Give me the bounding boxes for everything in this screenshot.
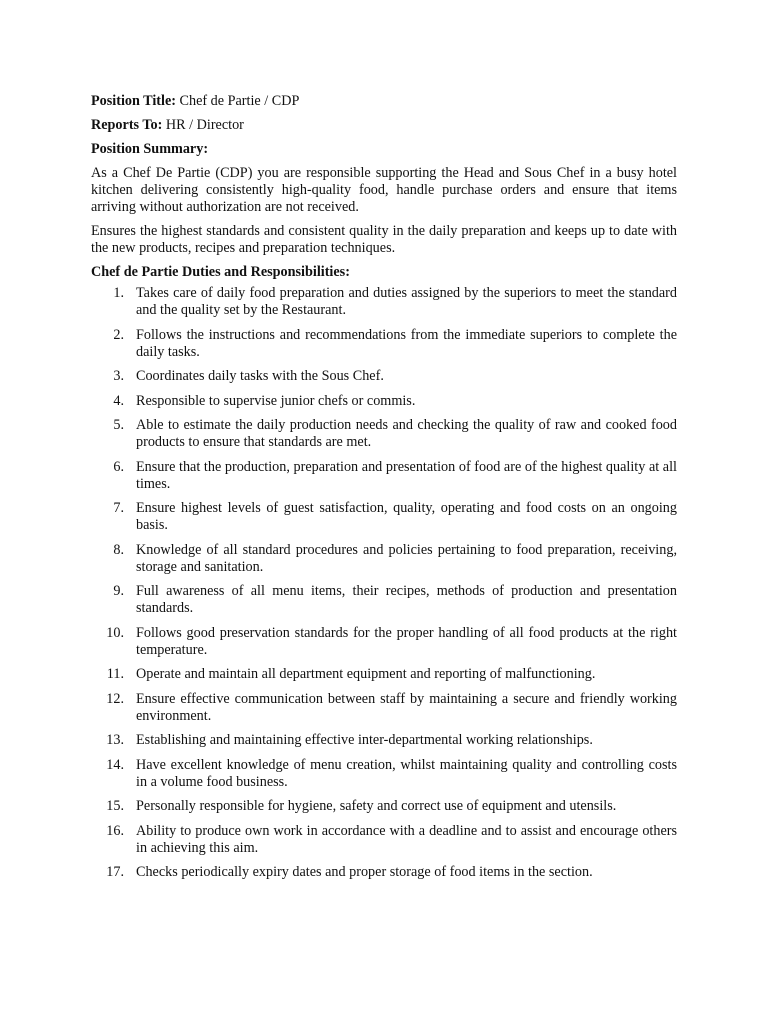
duty-text: Operate and maintain all department equipment and reporting of malfunctioning. [136,666,596,682]
duty-text: Takes care of daily food preparation and duties assigned by the superiors to meet the standard and the quality set by the Restaurant. [136,285,677,318]
duty-text: Ensure that the production, preparation and presentation of food are of the highest quality at all times. [136,458,677,492]
duty-number-text: 7. [113,500,124,516]
duty-text: Establishing and maintaining effective inter-departmental working relationships. [136,732,593,748]
duty-item [91,417,677,451]
duty-text: Ensure effective communication between staff by maintaining a secure and friendly working environment. [136,690,677,724]
position-title-line [91,93,677,110]
duty-number [91,542,136,576]
reports-to-label: Reports To: [91,117,163,133]
duties-heading: Chef de Partie Duties and Responsibilities: [91,264,350,280]
duty-text: Personally responsible for hygiene, safety and correct use of equipment and utensils. [136,798,617,814]
reports-to-line [91,117,677,134]
duty-text: Responsible to supervise junior chefs or commis. [136,392,416,409]
duty-number [91,625,136,659]
duty-number-text: 13. [106,732,124,748]
duty-text: Able to estimate the daily production needs and checking the quality of raw and cooked food products to ensure that standards are met. [136,417,677,450]
position-title-label: Position Title: [91,93,176,109]
duty-number-text: 15. [106,798,124,814]
duty-item [91,393,677,410]
duty-text: Coordinates daily tasks with the Sous Chef. [136,368,384,384]
duty-number [91,732,136,749]
duty-number-text: 10. [106,624,124,641]
position-title-value: Chef de Partie / CDP [179,93,300,109]
duty-text: Checks periodically expiry dates and proper storage of food items in the section. [136,864,593,880]
duty-text: Ensure highest levels of guest satisfaction, quality, operating and food costs on an ongoing basis. [136,500,677,533]
duty-item [91,823,677,857]
duty-item [91,798,677,815]
duty-number [91,393,136,410]
duty-number [91,459,136,493]
duty-number [91,368,136,385]
duty-number [91,417,136,451]
duty-item [91,691,677,725]
duty-item [91,732,677,749]
duty-item [91,757,677,791]
duty-number [91,500,136,534]
duty-number [91,327,136,361]
duty-item [91,864,677,881]
duty-text: Ability to produce own work in accordance with a deadline and to assist and encourage others in achieving this aim. [136,822,677,856]
summary-paragraph-1: As a Chef De Partie (CDP) you are responsible supporting the Head and Sous Chef in a busy hotel kitchen delivering consistently high-quality food, handle purchase orders and ensure that items arriving without authorization are not received. [91,165,677,215]
duty-text: Knowledge of all standard procedures and policies pertaining to food preparation, receiving, storage and sanitation. [136,541,677,575]
duty-item [91,583,677,617]
duty-number [91,757,136,791]
duty-number-text: 11. [106,666,124,682]
duty-item [91,542,677,576]
duty-number [91,864,136,881]
duty-number [91,666,136,683]
duty-item [91,500,677,534]
duty-item [91,285,677,319]
reports-to-value: HR / Director [165,117,244,133]
duty-text: Follows the instructions and recommendations from the immediate superiors to complete the daily tasks. [136,326,677,360]
duty-number [91,691,136,725]
duty-number-text: 3. [113,368,124,384]
duty-number-text: 4. [113,392,124,409]
duty-number [91,823,136,857]
duty-number-text: 9. [113,583,124,599]
duty-number-text: 2. [113,326,124,343]
duty-number-text: 17. [106,864,124,880]
duty-number [91,798,136,815]
duty-number-text: 1. [113,285,124,301]
duty-item [91,666,677,683]
duty-item [91,327,677,361]
duty-item [91,625,677,659]
duty-text: Follows good preservation standards for the proper handling of all food products at the right temperature. [136,624,677,658]
duty-number-text: 8. [113,541,124,558]
duty-number-text: 16. [106,822,124,839]
duty-number-text: 12. [106,690,124,707]
summary-paragraph-2: Ensures the highest standards and consistent quality in the daily preparation and keeps up to date with the new products, recipes and preparation techniques. [91,223,677,256]
duty-text: Full awareness of all menu items, their recipes, methods of production and presentation standards. [136,583,677,616]
duty-number [91,583,136,617]
duty-text: Have excellent knowledge of menu creation, whilst maintaining quality and controlling costs in a volume food business. [136,756,677,790]
duty-number-text: 5. [113,417,124,433]
duty-number [91,285,136,319]
duty-item [91,459,677,493]
document-page [91,93,677,889]
duty-item [91,368,677,385]
duty-number-text: 6. [113,458,124,475]
position-summary-heading: Position Summary: [91,141,209,157]
duty-number-text: 14. [106,756,124,773]
duties-list [91,285,677,881]
